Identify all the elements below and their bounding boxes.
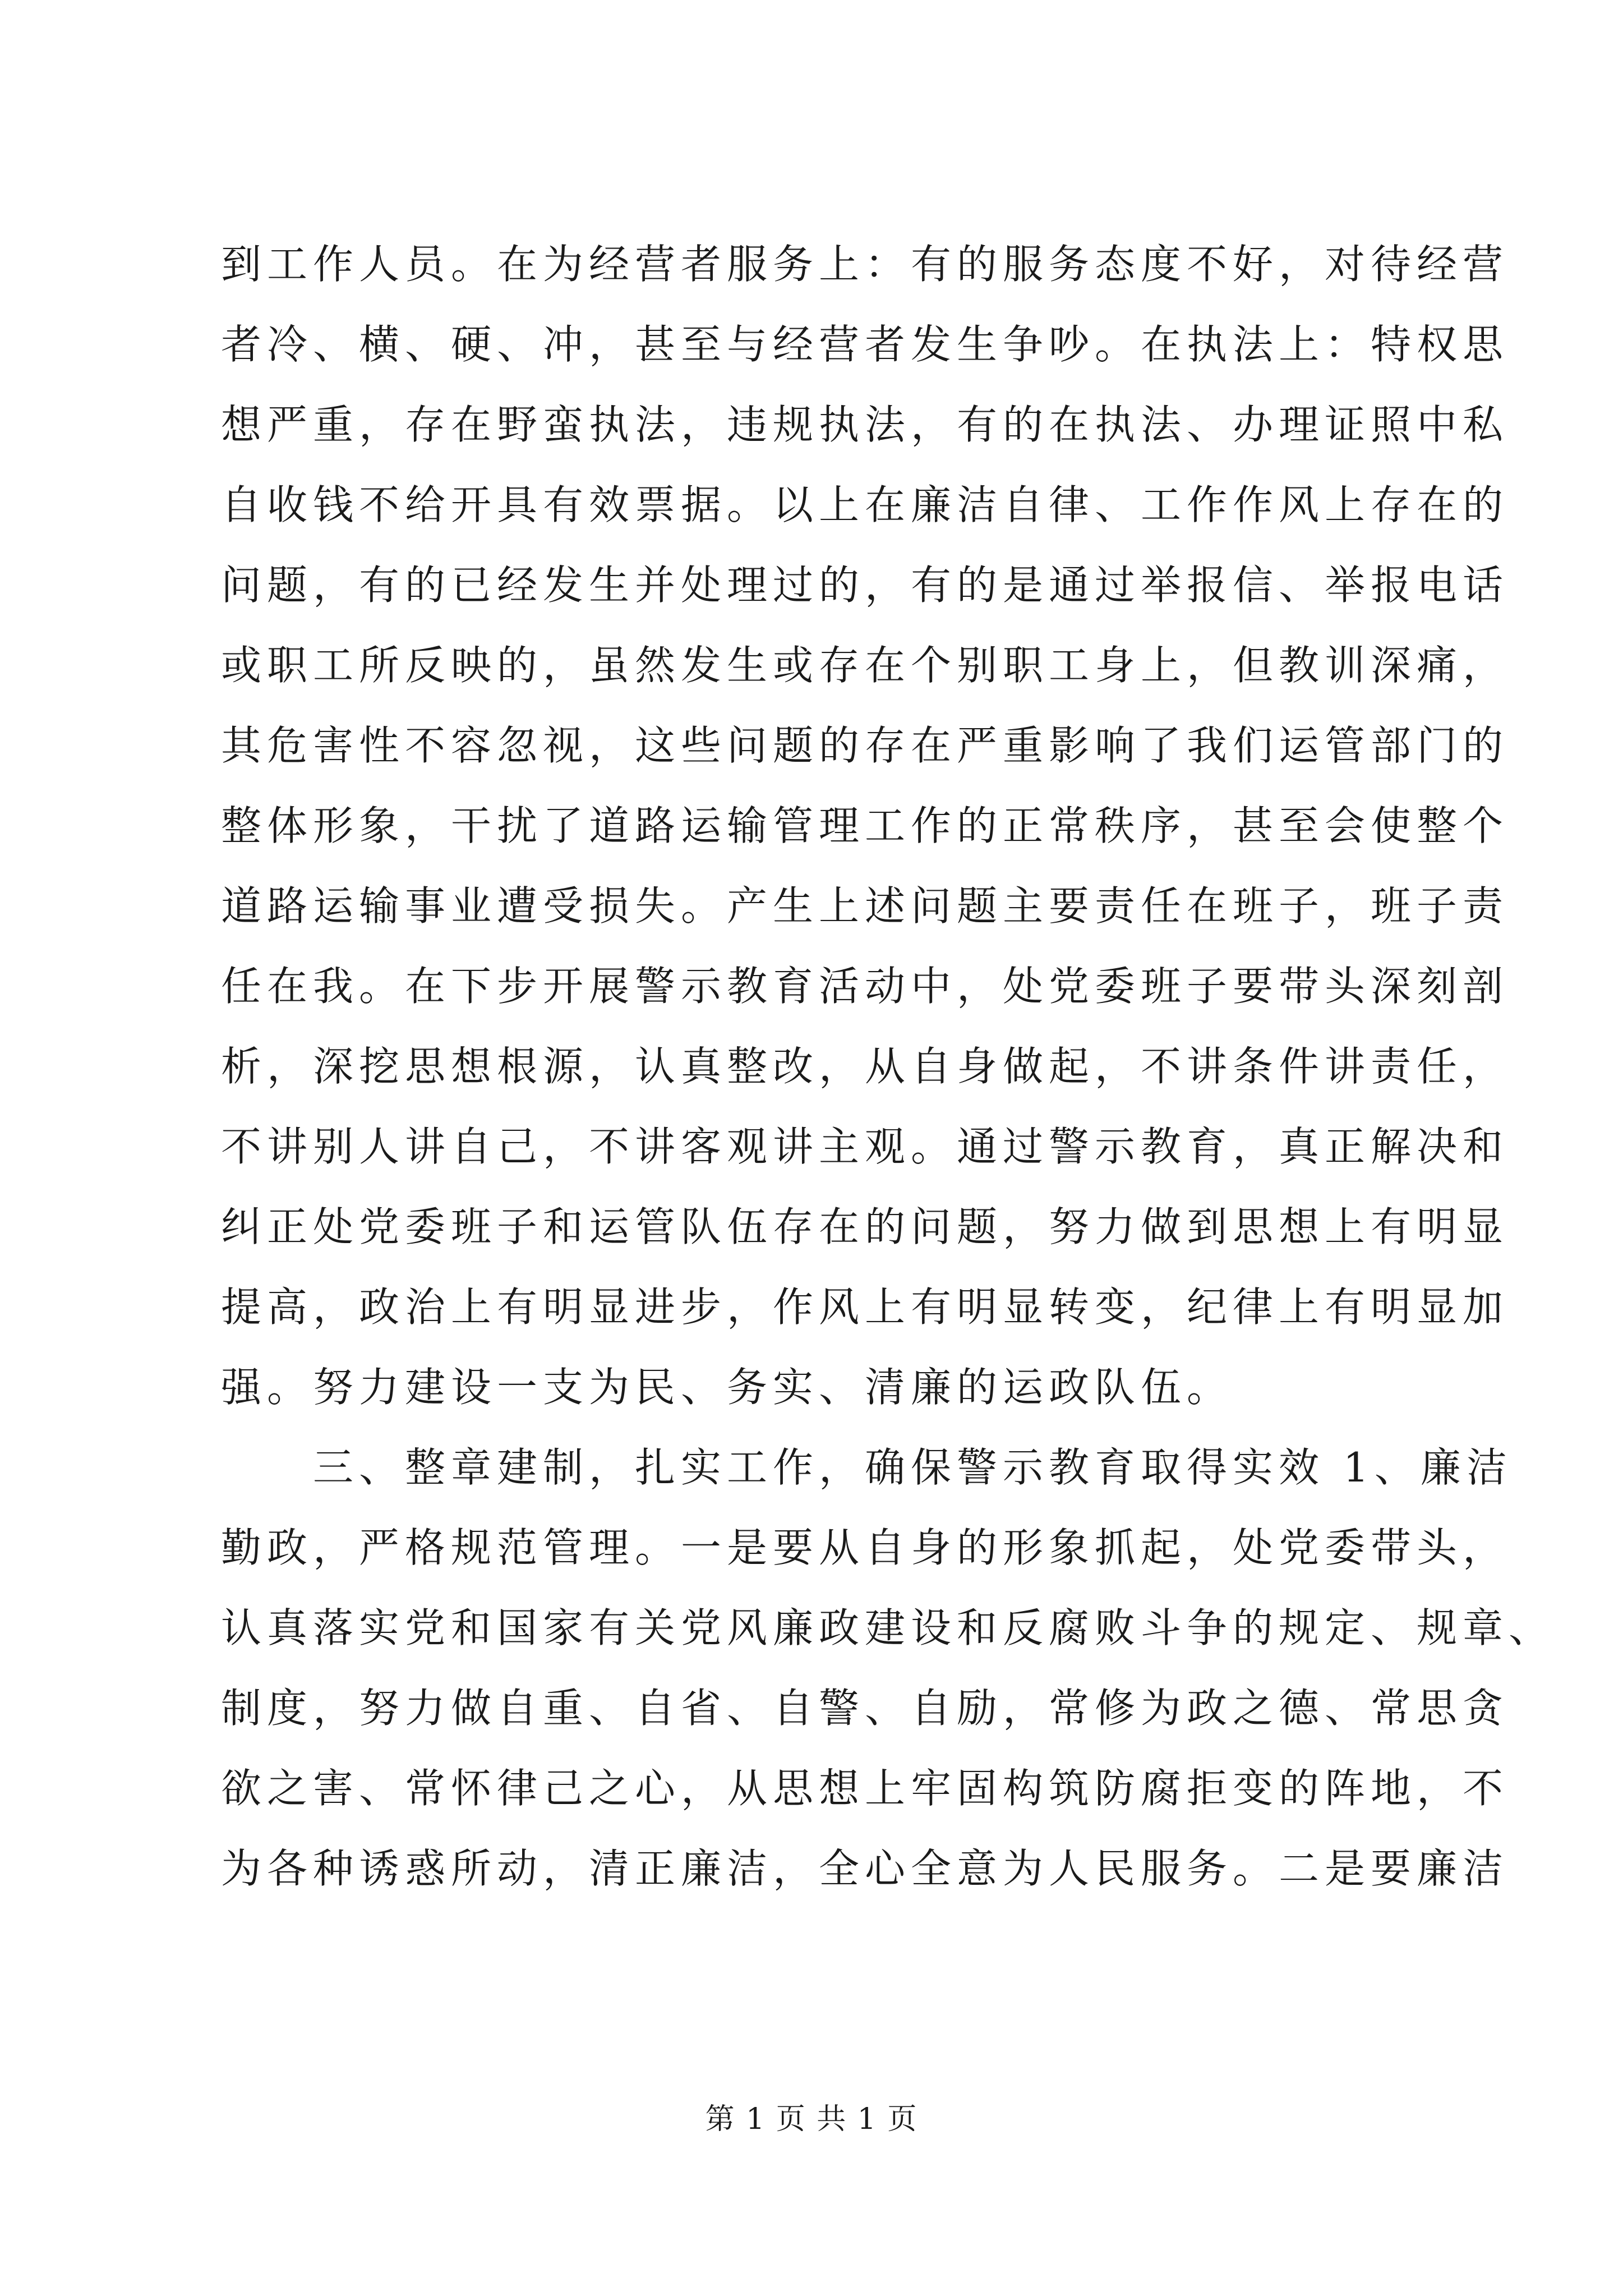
text-line: 到工作人员。在为经营者服务上：有的服务态度不好，对待经营 bbox=[221, 241, 1509, 288]
text-line: 制度，努力做自重、自省、自警、自励，常修为政之德、常思贪 bbox=[221, 1685, 1509, 1732]
text-line: 想严重，存在野蛮执法，违规执法，有的在执法、办理证照中私 bbox=[221, 401, 1509, 448]
text-line: 其危害性不容忽视，这些问题的存在严重影响了我们运管部门的 bbox=[221, 722, 1509, 769]
text-line: 自收钱不给开具有效票据。以上在廉洁自律、工作作风上存在的 bbox=[221, 481, 1509, 528]
text-line: 勤政，严格规范管理。一是要从自身的形象抓起，处党委带头， bbox=[221, 1524, 1509, 1571]
text-line: 析，深挖思想根源，认真整改，从自身做起，不讲条件讲责任， bbox=[221, 1043, 1509, 1090]
text-line: 者冷、横、硬、冲，甚至与经营者发生争吵。在执法上：特权思 bbox=[221, 321, 1509, 368]
text-line: 道路运输事业遭受损失。产生上述问题主要责任在班子，班子责 bbox=[221, 882, 1509, 930]
text-line: 提高，政治上有明显进步，作风上有明显转变，纪律上有明显加 bbox=[221, 1283, 1509, 1331]
body-text bbox=[221, 224, 1555, 1909]
section-heading-line: 三、整章建制，扎实工作，确保警示教育取得实效 1、廉洁 bbox=[313, 1444, 1513, 1491]
text-line: 不讲别人讲自己，不讲客观讲主观。通过警示教育，真正解决和 bbox=[221, 1123, 1509, 1170]
text-line: 任在我。在下步开展警示教育活动中，处党委班子要带头深刻剖 bbox=[221, 963, 1509, 1010]
text-line: 或职工所反映的，虽然发生或存在个别职工身上，但教训深痛， bbox=[221, 642, 1509, 689]
text-line: 强。努力建设一支为民、务实、清廉的运政队伍。 bbox=[221, 1364, 1233, 1411]
text-line: 认真落实党和国家有关党风廉政建设和反腐败斗争的规定、规章、 bbox=[221, 1604, 1555, 1651]
text-line: 纠正处党委班子和运管队伍存在的问题，努力做到思想上有明显 bbox=[221, 1203, 1509, 1250]
page-number-footer: 第 1 页 共 1 页 bbox=[705, 2102, 918, 2136]
text-line: 问题，有的已经发生并处理过的，有的是通过举报信、举报电话 bbox=[221, 562, 1509, 609]
text-line: 为各种诱惑所动，清正廉洁，全心全意为人民服务。二是要廉洁 bbox=[221, 1845, 1509, 1892]
text-line: 欲之害、常怀律己之心，从思想上牢固构筑防腐拒变的阵地，不 bbox=[221, 1765, 1509, 1812]
text-line: 整体形象，干扰了道路运输管理工作的正常秩序，甚至会使整个 bbox=[221, 802, 1509, 849]
